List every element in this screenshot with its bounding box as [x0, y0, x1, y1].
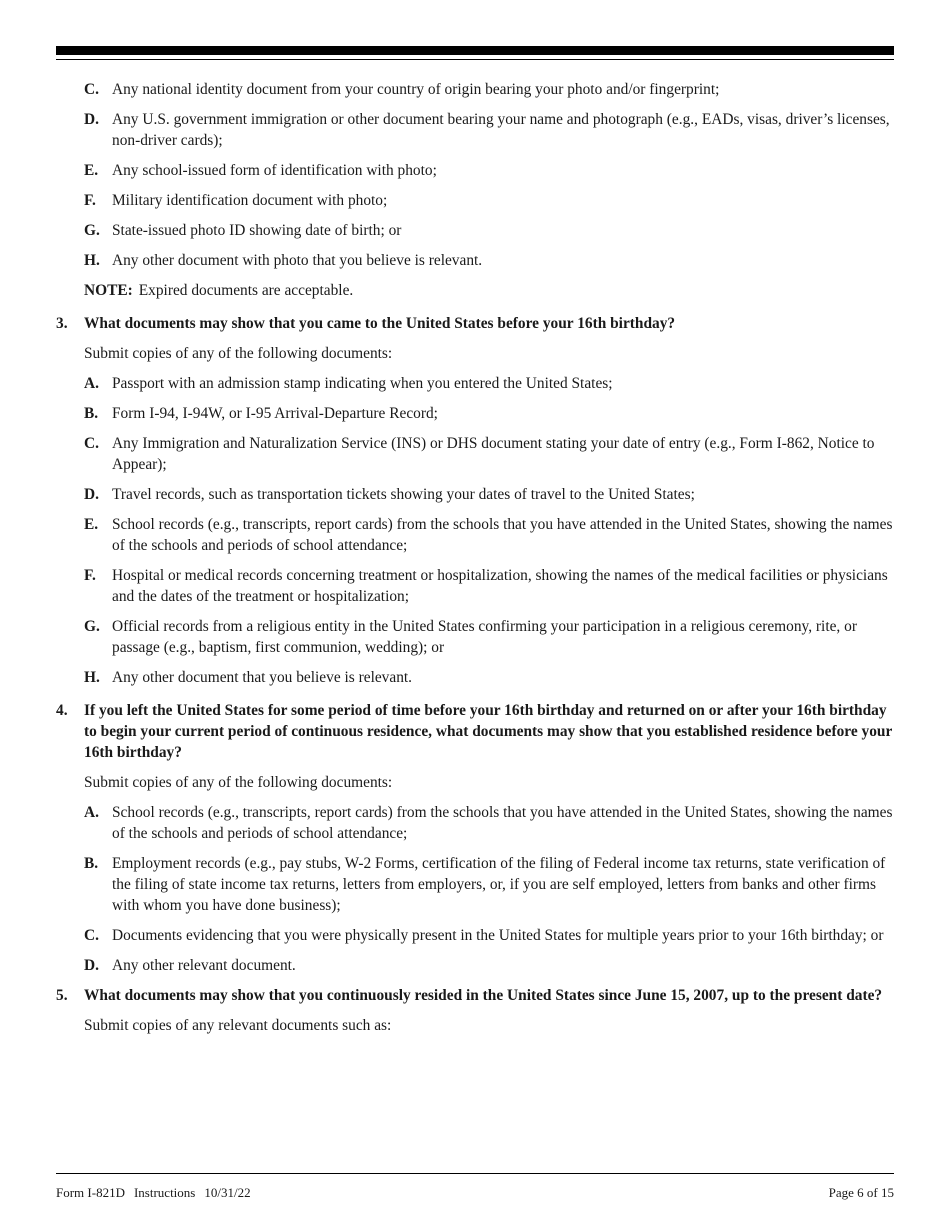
- question-intro: Submit copies of any relevant documents such as:: [84, 1017, 392, 1034]
- question-heading: 4. If you left the United States for some period of time before your 16th birthday and returned on or after your 16th birthday to begin your current period of continuous residence, what documents may show that you established residence before your 16th birthday?: [56, 702, 893, 761]
- footer-doc-type: Instructions: [133, 1185, 196, 1200]
- list-item: F. Military identification document with photo;: [84, 192, 388, 209]
- list-item: B. Employment records (e.g., pay stubs, W-2 Forms, certification of the filing of Federal income tax returns, state verification of the filing of state income tax returns, letters from employers, or, if you are self employed, letters from banks and other firms with whom you have done business);: [84, 855, 886, 914]
- question-5: [56, 985, 894, 1036]
- list-item: D. Any U.S. government immigration or other document bearing your name and photograph (e.g., EADs, visas, driver’s licenses, non-driver cards);: [84, 111, 890, 149]
- list-item: H. Any other document that you believe is relevant.: [84, 669, 413, 686]
- footer-form-info: [56, 1182, 260, 1203]
- footer-page-number: Page 6 of 15: [828, 1185, 894, 1200]
- question-intro: Submit copies of any of the following documents:: [84, 345, 393, 362]
- list-item: D. Any other relevant document.: [84, 957, 296, 974]
- header-thick-rule: [56, 46, 894, 55]
- list-item: A. Passport with an admission stamp indicating when you entered the United States;: [84, 375, 613, 392]
- list-item: E. Any school-issued form of identification with photo;: [84, 162, 437, 179]
- list-item: A. School records (e.g., transcripts, report cards) from the schools that you have attended in the United States, showing the names of the schools and periods of school attendance;: [84, 804, 893, 842]
- question-4: [56, 700, 894, 976]
- list-item: F. Hospital or medical records concerning treatment or hospitalization, showing the names of the medical facilities or physicians and the dates of the treatment or hospitalization;: [84, 567, 888, 605]
- list-item: G. Official records from a religious entity in the United States confirming your participation in a religious ceremony, rite, or passage (e.g., baptism, first communion, wedding); or: [84, 618, 857, 656]
- note-text: Expired documents are acceptable.: [138, 282, 354, 299]
- question-heading: 5. What documents may show that you continuously resided in the United States since June 15, 2007, up to the present date?: [56, 987, 883, 1004]
- question-intro: Submit copies of any of the following documents:: [84, 774, 393, 791]
- note: [56, 280, 894, 301]
- question-heading: 3. What documents may show that you came to the United States before your 16th birthday?: [56, 315, 676, 332]
- list-item: B. Form I-94, I-94W, or I-95 Arrival-Departure Record;: [84, 405, 438, 422]
- header-thin-rule: [56, 59, 894, 60]
- footer-edition-date: 10/31/22: [204, 1185, 251, 1200]
- list-item: H. Any other document with photo that you believe is relevant.: [84, 252, 483, 269]
- list-item: G. State-issued photo ID showing date of birth; or: [84, 222, 402, 239]
- note-label: NOTE:: [84, 282, 133, 299]
- list-item: C. Any national identity document from your country of origin bearing your photo and/or fingerprint;: [84, 81, 720, 98]
- page-content: [56, 79, 894, 1045]
- footer-rule: [56, 1173, 894, 1174]
- list-item: E. School records (e.g., transcripts, report cards) from the schools that you have attended in the United States, showing the names of the schools and periods of school attendance;: [84, 516, 893, 554]
- list-item: D. Travel records, such as transportation tickets showing your dates of travel to the United States;: [84, 486, 695, 503]
- list-item: C. Documents evidencing that you were physically present in the United States for multiple years prior to your 16th birthday; or: [84, 927, 884, 944]
- question-3: [56, 313, 894, 688]
- list-c-top: [56, 79, 894, 271]
- page-footer: [56, 1182, 894, 1203]
- footer-form-number: Form I-821D: [56, 1185, 125, 1200]
- list-item: C. Any Immigration and Naturalization Service (INS) or DHS document stating your date of entry (e.g., Form I-862, Notice to Appear);: [84, 435, 875, 473]
